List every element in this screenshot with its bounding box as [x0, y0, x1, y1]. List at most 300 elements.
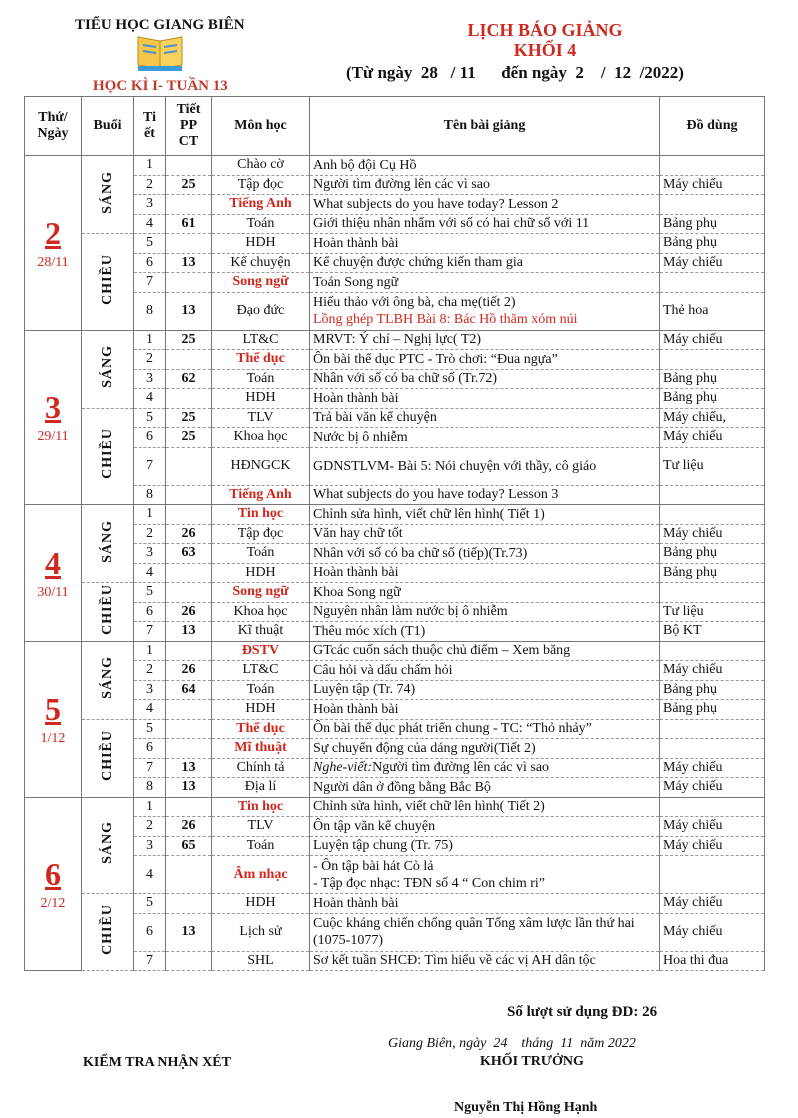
- day-date: 2/12: [40, 895, 66, 911]
- subject-cell: Tiếng Anh: [212, 195, 310, 215]
- lesson-text: GTcác cuốn sách thuộc chủ điểm – Xem băng: [313, 643, 571, 659]
- lesson-cell: [310, 758, 660, 778]
- lesson-cell: [310, 253, 660, 273]
- session-label: SÁNG: [99, 821, 115, 865]
- session-morning: [82, 505, 134, 583]
- session-label: SÁNG: [99, 656, 115, 699]
- ppct-cell: [166, 797, 212, 817]
- period-cell: 5: [134, 894, 166, 914]
- lesson-cell: [310, 350, 660, 370]
- lesson-cell: [310, 719, 660, 739]
- equipment-cell: [660, 739, 765, 759]
- session-label: CHIỀU: [99, 253, 115, 305]
- place-date: Giang Biên, ngày 24 tháng 11 năm 2022: [388, 1036, 636, 1051]
- period-cell: 5: [134, 234, 166, 254]
- col-period: Ti ết: [134, 97, 166, 156]
- lesson-text: Hoàn thành bài: [313, 895, 399, 911]
- period-cell: 7: [134, 447, 166, 485]
- table-row: [25, 524, 765, 544]
- ppct-cell: [166, 485, 212, 505]
- ppct-cell: [166, 563, 212, 583]
- period-cell: 6: [134, 913, 166, 951]
- table-row: [25, 602, 765, 622]
- day-date: 29/11: [37, 429, 69, 445]
- subject-cell: Âm nhạc: [212, 856, 310, 894]
- subject-cell: Tin học: [212, 797, 310, 817]
- period-cell: 4: [134, 214, 166, 234]
- period-cell: 4: [134, 700, 166, 720]
- table-row: [25, 951, 765, 971]
- equipment-cell: Bảng phụ: [660, 544, 765, 564]
- table-row: [25, 894, 765, 914]
- table-row: [25, 273, 765, 293]
- lesson-cell: [310, 641, 660, 661]
- ppct-cell: [166, 195, 212, 215]
- lesson-cell: [310, 408, 660, 428]
- session-label: CHIỀU: [99, 904, 115, 955]
- equipment-cell: Máy chiếu: [660, 175, 765, 195]
- lesson-cell: [310, 195, 660, 215]
- ppct-cell: [166, 641, 212, 661]
- book-icon: [135, 33, 185, 73]
- period-cell: 3: [134, 195, 166, 215]
- ppct-cell: [166, 273, 212, 293]
- day-number: 5: [45, 691, 61, 727]
- col-lesson: Tên bài giảng: [310, 97, 660, 156]
- day-cell: [25, 797, 82, 971]
- equipment-cell: Máy chiếu: [660, 524, 765, 544]
- table-row: [25, 505, 765, 525]
- subject-cell: Địa lí: [212, 778, 310, 798]
- equipment-cell: [660, 350, 765, 370]
- period-cell: 1: [134, 156, 166, 176]
- equipment-cell: Máy chiếu: [660, 253, 765, 273]
- table-row: [25, 622, 765, 642]
- period-cell: 1: [134, 641, 166, 661]
- lesson-text: - Ôn tập bài hát Cò lả: [313, 858, 434, 874]
- table-row: [25, 778, 765, 798]
- table-row: [25, 485, 765, 505]
- ppct-cell: 62: [166, 369, 212, 389]
- subject-cell: Toán: [212, 214, 310, 234]
- subject-cell: Lịch sử: [212, 913, 310, 951]
- review-label: KIỂM TRA NHẬN XÉT: [83, 1055, 231, 1070]
- ppct-cell: [166, 894, 212, 914]
- table-row: [25, 641, 765, 661]
- table-row: [25, 253, 765, 273]
- period-cell: 7: [134, 273, 166, 293]
- lesson-text: GDNSTLVM- Bài 5: Nói chuyện với thầy, cô giáo: [313, 458, 597, 474]
- ppct-cell: 13: [166, 622, 212, 642]
- subject-cell: Kể chuyện: [212, 253, 310, 273]
- school-name: TIỂU HỌC GIANG BIÊN: [75, 17, 245, 33]
- lesson-text: Khoa Song ngữ: [313, 584, 401, 600]
- session-afternoon: [82, 719, 134, 797]
- usage-count: Số lượt sử dụng ĐD: 26: [507, 1004, 658, 1020]
- subject-cell: Toán: [212, 836, 310, 856]
- subject-cell: Tập đọc: [212, 175, 310, 195]
- lesson-cell: [310, 739, 660, 759]
- lesson-cell: [310, 894, 660, 914]
- lesson-cell: [310, 778, 660, 798]
- lesson-text: Trả bài văn kể chuyện: [313, 410, 437, 426]
- lesson-italic: Nghe-viết:: [313, 760, 373, 776]
- ppct-cell: 25: [166, 330, 212, 350]
- table-row: [25, 175, 765, 195]
- lesson-text: Sự chuyển động của dáng người(Tiết 2): [313, 740, 536, 756]
- col-ppct: Tiết PP CT: [166, 97, 212, 156]
- table-row: [25, 408, 765, 428]
- table-row: [25, 350, 765, 370]
- session-afternoon: [82, 583, 134, 642]
- subject-cell: HDH: [212, 894, 310, 914]
- period-cell: 1: [134, 797, 166, 817]
- equipment-cell: [660, 719, 765, 739]
- lesson-text: Chỉnh sửa hình, viết chữ lên hình( Tiết 1): [313, 506, 545, 522]
- lesson-cell: [310, 389, 660, 409]
- session-morning: [82, 156, 134, 234]
- period-cell: 2: [134, 817, 166, 837]
- equipment-cell: Hoa thi đua: [660, 951, 765, 971]
- table-header-row: [25, 97, 765, 156]
- lesson-text: Kể chuyện được chứng kiến tham gia: [313, 255, 523, 271]
- equipment-cell: [660, 856, 765, 894]
- ppct-cell: 26: [166, 524, 212, 544]
- table-row: [25, 214, 765, 234]
- table-row: [25, 913, 765, 951]
- subject-cell: Kĩ thuật: [212, 622, 310, 642]
- ppct-cell: 26: [166, 602, 212, 622]
- equipment-cell: [660, 485, 765, 505]
- ppct-cell: 13: [166, 292, 212, 330]
- lesson-text: Câu hỏi và dấu chấm hỏi: [313, 662, 453, 678]
- session-afternoon: [82, 408, 134, 505]
- table-row: [25, 563, 765, 583]
- subject-cell: HDH: [212, 700, 310, 720]
- table-row: [25, 195, 765, 215]
- subject-cell: HDH: [212, 563, 310, 583]
- lesson-text: Hoàn thành bài: [313, 390, 399, 406]
- equipment-cell: [660, 156, 765, 176]
- ppct-cell: [166, 583, 212, 603]
- ppct-cell: 25: [166, 408, 212, 428]
- session-label: SÁNG: [99, 345, 115, 388]
- equipment-cell: Thẻ hoa: [660, 292, 765, 330]
- equipment-cell: Máy chiếu: [660, 330, 765, 350]
- lesson-cell: [310, 951, 660, 971]
- lesson-cell: [310, 428, 660, 448]
- col-subject: Môn học: [212, 97, 310, 156]
- period-cell: 8: [134, 292, 166, 330]
- subject-cell: Toán: [212, 544, 310, 564]
- subject-cell: Tập đọc: [212, 524, 310, 544]
- lesson-cell: [310, 175, 660, 195]
- subject-cell: Song ngữ: [212, 273, 310, 293]
- table-row: [25, 428, 765, 448]
- ppct-cell: [166, 505, 212, 525]
- title-line-2: KHỐI 4: [513, 40, 577, 60]
- col-day: Thứ/ Ngày: [25, 97, 82, 156]
- equipment-cell: Máy chiếu: [660, 817, 765, 837]
- lesson-cell: [310, 544, 660, 564]
- lesson-text: Ôn bài thể dục PTC - Trò chơi: “Đua ngựa”: [313, 351, 558, 367]
- subject-cell: LT&C: [212, 661, 310, 681]
- equipment-cell: Bộ KT: [660, 622, 765, 642]
- lesson-text: Cuộc kháng chiến chống quân Tống xâm lược lần thứ hai (1075-1077): [313, 916, 635, 948]
- day-cell: [25, 505, 82, 642]
- ppct-cell: 61: [166, 214, 212, 234]
- lesson-text: Luyện tập (Tr. 74): [313, 682, 416, 698]
- period-cell: 2: [134, 175, 166, 195]
- day-date: 30/11: [37, 584, 69, 600]
- table-row: [25, 758, 765, 778]
- period-cell: 7: [134, 622, 166, 642]
- lesson-text: Người dân ở đồng bằng Bắc Bộ: [313, 779, 491, 795]
- ppct-cell: 13: [166, 913, 212, 951]
- lesson-text-2: Lồng ghép TLBH Bài 8: Bác Hồ thăm xóm núi: [313, 312, 578, 327]
- ppct-cell: [166, 719, 212, 739]
- session-afternoon: [82, 894, 134, 971]
- ppct-cell: 13: [166, 253, 212, 273]
- subject-cell: TLV: [212, 408, 310, 428]
- lesson-text: Toán Song ngữ: [313, 274, 399, 290]
- lesson-text: Anh bộ đội Cụ Hồ: [313, 157, 417, 173]
- ppct-cell: [166, 156, 212, 176]
- equipment-cell: Bảng phụ: [660, 700, 765, 720]
- lesson-cell: [310, 505, 660, 525]
- session-label: CHIỀU: [99, 428, 115, 480]
- period-cell: 5: [134, 583, 166, 603]
- period-cell: 8: [134, 485, 166, 505]
- day-cell: [25, 156, 82, 331]
- table-row: [25, 680, 765, 700]
- lesson-cell: [310, 661, 660, 681]
- day-number: 4: [45, 544, 61, 581]
- ppct-cell: 63: [166, 544, 212, 564]
- lesson-cell: [310, 836, 660, 856]
- table-row: [25, 156, 765, 176]
- equipment-cell: Máy chiếu: [660, 758, 765, 778]
- period-cell: 1: [134, 505, 166, 525]
- period-cell: 6: [134, 739, 166, 759]
- equipment-cell: Bảng phụ: [660, 214, 765, 234]
- session-morning: [82, 641, 134, 719]
- lesson-cell: [310, 214, 660, 234]
- schedule-table: [24, 96, 765, 971]
- period-cell: 4: [134, 856, 166, 894]
- lesson-text: Hoàn thành bài: [313, 565, 399, 581]
- subject-cell: Thể dục: [212, 719, 310, 739]
- period-cell: 3: [134, 836, 166, 856]
- ppct-cell: 26: [166, 661, 212, 681]
- table-row: [25, 797, 765, 817]
- subject-cell: Khoa học: [212, 602, 310, 622]
- period-cell: 4: [134, 563, 166, 583]
- table-row: [25, 369, 765, 389]
- subject-cell: Tin học: [212, 505, 310, 525]
- period-cell: 6: [134, 253, 166, 273]
- subject-cell: Chính tả: [212, 758, 310, 778]
- ppct-cell: 64: [166, 680, 212, 700]
- ppct-cell: 65: [166, 836, 212, 856]
- lesson-cell: [310, 602, 660, 622]
- equipment-cell: Bảng phụ: [660, 389, 765, 409]
- period-cell: 1: [134, 330, 166, 350]
- semester-label: HỌC KÌ I- TUẦN 13: [93, 78, 228, 94]
- session-morning: [82, 330, 134, 408]
- lesson-text: Người tìm đường lên các vì sao: [313, 177, 490, 193]
- period-cell: 4: [134, 389, 166, 409]
- table-row: [25, 856, 765, 894]
- equipment-cell: [660, 583, 765, 603]
- equipment-cell: Tư liệu: [660, 602, 765, 622]
- session-label: CHIỀU: [99, 730, 115, 781]
- table-row: [25, 739, 765, 759]
- period-cell: 2: [134, 524, 166, 544]
- table-row: [25, 292, 765, 330]
- lesson-cell: [310, 156, 660, 176]
- lesson-text: What subjects do you have today? Lesson 3: [313, 487, 559, 503]
- period-cell: 7: [134, 758, 166, 778]
- date-range: (Từ ngày 28 / 11 đến ngày 2 / 12 /2022): [346, 63, 684, 82]
- lesson-cell: [310, 369, 660, 389]
- table-row: [25, 447, 765, 485]
- lesson-cell: [310, 524, 660, 544]
- period-cell: 3: [134, 544, 166, 564]
- equipment-cell: Bảng phụ: [660, 680, 765, 700]
- col-session: Buổi: [82, 97, 134, 156]
- lesson-text: Hoàn thành bài: [313, 701, 399, 717]
- subject-cell: Chào cờ: [212, 156, 310, 176]
- lesson-cell: [310, 913, 660, 951]
- head-label: KHỐI TRƯỞNG: [480, 1054, 584, 1069]
- lesson-text: Ôn bài thể dục phát triển chung - TC: “Thỏ nhảy”: [313, 721, 592, 737]
- period-cell: 6: [134, 428, 166, 448]
- lesson-cell: [310, 583, 660, 603]
- equipment-cell: Máy chiếu,: [660, 408, 765, 428]
- day-number: 6: [45, 855, 61, 892]
- lesson-cell: [310, 856, 660, 894]
- lesson-text: Nước bị ô nhiễm: [313, 429, 408, 445]
- period-cell: 2: [134, 661, 166, 681]
- day-number: 3: [45, 389, 61, 426]
- subject-cell: Tiếng Anh: [212, 485, 310, 505]
- period-cell: 8: [134, 778, 166, 798]
- period-cell: 3: [134, 369, 166, 389]
- table-row: [25, 583, 765, 603]
- ppct-cell: [166, 951, 212, 971]
- table-row: [25, 700, 765, 720]
- subject-cell: TLV: [212, 817, 310, 837]
- session-afternoon: [82, 234, 134, 331]
- lesson-text: Người tìm đường lên các vì sao: [372, 760, 550, 776]
- period-cell: 5: [134, 408, 166, 428]
- ppct-cell: [166, 856, 212, 894]
- equipment-cell: Tư liệu: [660, 447, 765, 485]
- equipment-cell: Máy chiếu: [660, 913, 765, 951]
- subject-cell: HDH: [212, 234, 310, 254]
- subject-cell: Toán: [212, 680, 310, 700]
- equipment-cell: Máy chiếu: [660, 661, 765, 681]
- lesson-text: Chỉnh sửa hình, viết chữ lên hình( Tiết 2): [313, 799, 545, 815]
- lesson-cell: [310, 700, 660, 720]
- lesson-text: Luyện tập chung (Tr. 75): [313, 838, 453, 854]
- lesson-text: Nhân với số có ba chữ số (tiếp)(Tr.73): [313, 545, 528, 561]
- schedule-body: [25, 156, 765, 971]
- period-cell: 7: [134, 951, 166, 971]
- lesson-cell: [310, 330, 660, 350]
- table-row: [25, 389, 765, 409]
- lesson-cell: [310, 817, 660, 837]
- equipment-cell: Bảng phụ: [660, 563, 765, 583]
- equipment-cell: [660, 273, 765, 293]
- signer-name: Nguyễn Thị Hồng Hạnh: [454, 1100, 598, 1115]
- equipment-cell: [660, 797, 765, 817]
- subject-cell: LT&C: [212, 330, 310, 350]
- ppct-cell: [166, 234, 212, 254]
- period-cell: 6: [134, 602, 166, 622]
- ppct-cell: [166, 389, 212, 409]
- lesson-text: Thêu móc xích (T1): [313, 623, 426, 639]
- equipment-cell: Bảng phụ: [660, 234, 765, 254]
- subject-cell: ĐSTV: [212, 641, 310, 661]
- equipment-cell: Bảng phụ: [660, 369, 765, 389]
- table-row: [25, 836, 765, 856]
- lesson-text: Hiếu thảo với ông bà, cha mẹ(tiết 2): [313, 295, 516, 310]
- equipment-cell: [660, 195, 765, 215]
- lesson-text-2: - Tập đọc nhạc: TĐN số 4 “ Con chim ri”: [313, 875, 545, 891]
- subject-cell: Toán: [212, 369, 310, 389]
- title-line-1: LỊCH BÁO GIẢNG: [467, 20, 623, 40]
- lesson-text: Nguyên nhân làm nước bị ô nhiễm: [313, 604, 508, 620]
- session-label: SÁNG: [99, 170, 115, 214]
- table-row: [25, 330, 765, 350]
- ppct-cell: [166, 447, 212, 485]
- lesson-cell: [310, 485, 660, 505]
- equipment-cell: Máy chiếu: [660, 836, 765, 856]
- period-cell: 3: [134, 680, 166, 700]
- day-cell: [25, 641, 82, 797]
- lesson-cell: [310, 797, 660, 817]
- table-row: [25, 234, 765, 254]
- lesson-cell: [310, 680, 660, 700]
- day-cell: [25, 330, 82, 505]
- table-row: [25, 661, 765, 681]
- subject-cell: Mĩ thuật: [212, 739, 310, 759]
- ppct-cell: [166, 739, 212, 759]
- subject-cell: Song ngữ: [212, 583, 310, 603]
- subject-cell: Đạo đức: [212, 292, 310, 330]
- equipment-cell: Máy chiếu: [660, 778, 765, 798]
- table-row: [25, 544, 765, 564]
- ppct-cell: 13: [166, 778, 212, 798]
- equipment-cell: Máy chiếu: [660, 894, 765, 914]
- lesson-cell: [310, 622, 660, 642]
- lesson-text: Nhân với số có ba chữ số (Tr.72): [313, 371, 498, 387]
- session-label: SÁNG: [99, 519, 115, 563]
- lesson-text: Giới thiệu nhân nhẩm với số có hai chữ số với 11: [313, 216, 590, 232]
- table-row: [25, 719, 765, 739]
- ppct-cell: 26: [166, 817, 212, 837]
- ppct-cell: 25: [166, 428, 212, 448]
- lesson-cell: [310, 234, 660, 254]
- lesson-text: Văn hay chữ tốt: [313, 526, 403, 542]
- period-cell: 5: [134, 719, 166, 739]
- lesson-cell: [310, 447, 660, 485]
- equipment-cell: [660, 505, 765, 525]
- equipment-cell: Máy chiếu: [660, 428, 765, 448]
- session-label: CHIỀU: [99, 583, 115, 635]
